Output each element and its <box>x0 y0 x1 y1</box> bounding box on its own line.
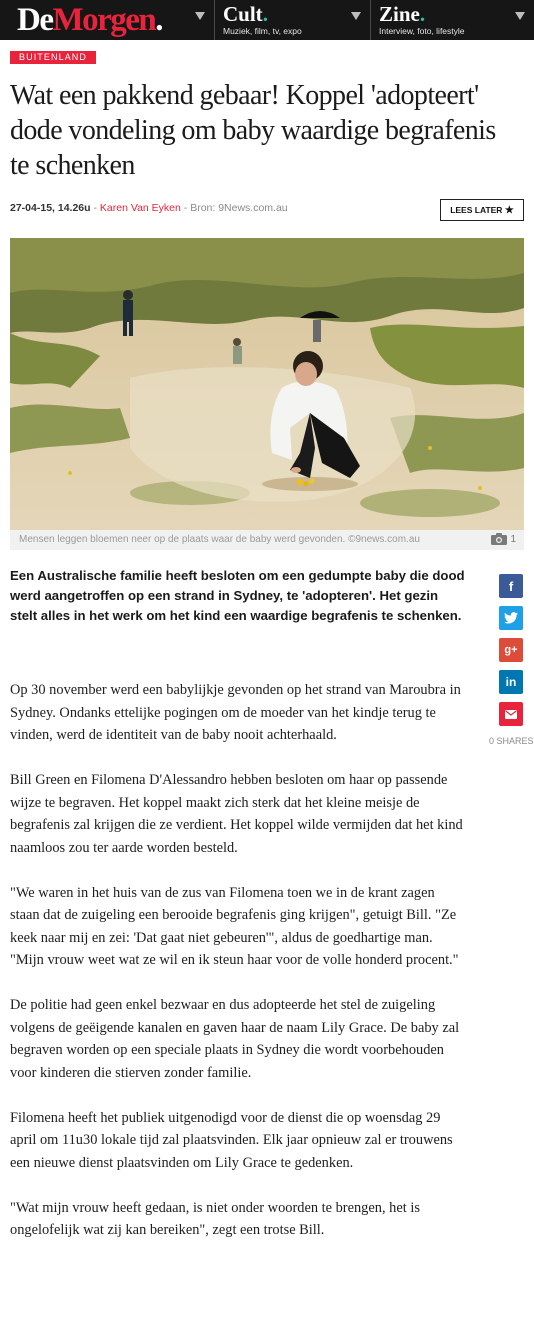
googleplus-icon: g+ <box>504 644 518 656</box>
googleplus-share-button[interactable] <box>499 638 523 662</box>
photo-caption-bar <box>10 530 524 550</box>
zine-dot: . <box>419 2 426 26</box>
cult-menu[interactable] <box>215 0 371 40</box>
photo-gallery-count[interactable] <box>491 533 516 545</box>
cult-dot: . <box>262 2 268 26</box>
linkedin-share-button[interactable] <box>499 670 523 694</box>
facebook-icon: f <box>508 578 514 594</box>
body-paragraph: Bill Green en Filomena D'Alessandro hebben besloten om haar op passende wijze te begraven. Het koppel maakt zich sterk dat het kleine meisje de begrafenis zal krijgen die ze verdient. Het koppel wilde vermijden dat het kind naamloos zou ter aarde worden besteld. <box>10 772 463 856</box>
article-headline: Wat een pakkend gebaar! Koppel 'adopteert' dode vondeling om baby waardige begrafenis te schenken <box>10 80 496 181</box>
read-later-button[interactable] <box>440 199 524 221</box>
body-paragraph: Op 30 november werd een babylijkje gevonden op het strand van Maroubra in Sydney. Ondanks ettelijke pogingen om de moeder van het kindje terug te vinden, werd de identiteit van de baby nooit achterhaald. <box>10 682 461 743</box>
mail-share-button[interactable] <box>499 702 523 726</box>
twitter-share-button[interactable] <box>499 606 523 630</box>
logo-text-de: De <box>17 2 53 38</box>
facebook-share-button[interactable] <box>499 574 523 598</box>
logo-dot: . <box>155 2 163 38</box>
linkedin-icon: in <box>505 675 517 689</box>
article-lead: Een Australische familie heeft besloten om een gedumpte baby die dood werd aangetroffen op een strand in Sydney, te 'adopteren'. Het gezin stelt alles in het werk om het kind een waardige begrafenis te schenken. <box>10 568 465 623</box>
zine-title-text: Zine <box>379 2 420 26</box>
category-badge[interactable]: BUITENLAND <box>10 51 96 64</box>
photo-caption: Mensen leggen bloemen neer op de plaats waar de baby werd gevonden. ©9news.com.au <box>19 534 420 545</box>
cult-title-text: Cult <box>223 2 263 26</box>
camera-icon <box>491 533 507 545</box>
top-navigation-bar <box>0 0 534 40</box>
cult-title[interactable] <box>223 3 268 25</box>
meta-separator: - <box>90 202 100 214</box>
body-paragraph: Filomena heeft het publiek uitgenodigd voor de dienst die op woensdag 29 april om 11u30 lokale tijd zal plaatsvinden. Elk jaar opnieuw zal er trouwens een nieuwe dienst plaatsvinden om Lily Grace te gedenken. <box>10 1109 453 1171</box>
source-text: - Bron: 9News.com.au <box>180 202 288 214</box>
chevron-down-icon[interactable] <box>515 12 525 20</box>
article-body <box>10 679 465 1264</box>
zine-subtitle: Interview, foto, lifestyle <box>379 26 465 36</box>
chevron-down-icon[interactable] <box>195 12 205 20</box>
share-count: 0 SHARES <box>489 736 534 746</box>
star-icon: ★ <box>504 205 514 216</box>
author-link[interactable]: Karen Van Eyken <box>99 202 181 214</box>
zine-title[interactable] <box>379 3 425 25</box>
read-later-label: LEES LATER <box>450 205 503 215</box>
logo-text-morgen: Morgen <box>52 2 156 38</box>
share-column <box>499 574 523 734</box>
article-meta <box>10 202 288 214</box>
beach-scene-image <box>10 238 524 530</box>
twitter-icon <box>504 612 518 624</box>
photo-count-number: 1 <box>510 533 516 545</box>
cult-subtitle: Muziek, film, tv, expo <box>223 26 302 36</box>
body-paragraph: "We waren in het huis van de zus van Filomena toen we in de krant zagen staan dat de zuigeling een berooide begrafenis ging krijgen", getuigt Bill. "Ze keek naar mij en zei: 'Dat gaat niet gebeuren'", aldus de goedhartige man. "Mijn vrouw weet wat ze wil en ik steun haar voor de volle honderd procent." <box>10 884 459 968</box>
body-paragraph: "Wat mijn vrouw heeft gedaan, is niet onder woorden te brengen, het is ongelofelijk wat zij kan bereiken", zegt een trotse Bill. <box>10 1199 420 1238</box>
article-photo[interactable] <box>10 238 524 530</box>
brand-menu[interactable] <box>0 0 215 40</box>
zine-menu[interactable] <box>371 0 534 40</box>
demorgen-logo[interactable] <box>17 1 162 39</box>
body-paragraph: De politie had geen enkel bezwaar en dus adopteerde het stel de zuigeling volgens de geëigende kanalen en gaven haar de naam Lily Grace. De baby zal begraven worden op een speciale plaats in Sydney die wordt voorbehouden voor kinderen die stierven zonder familie. <box>10 997 460 1081</box>
publish-date: 27-04-15, 14.26u <box>10 202 91 214</box>
mail-icon <box>505 710 517 719</box>
chevron-down-icon[interactable] <box>351 12 361 20</box>
